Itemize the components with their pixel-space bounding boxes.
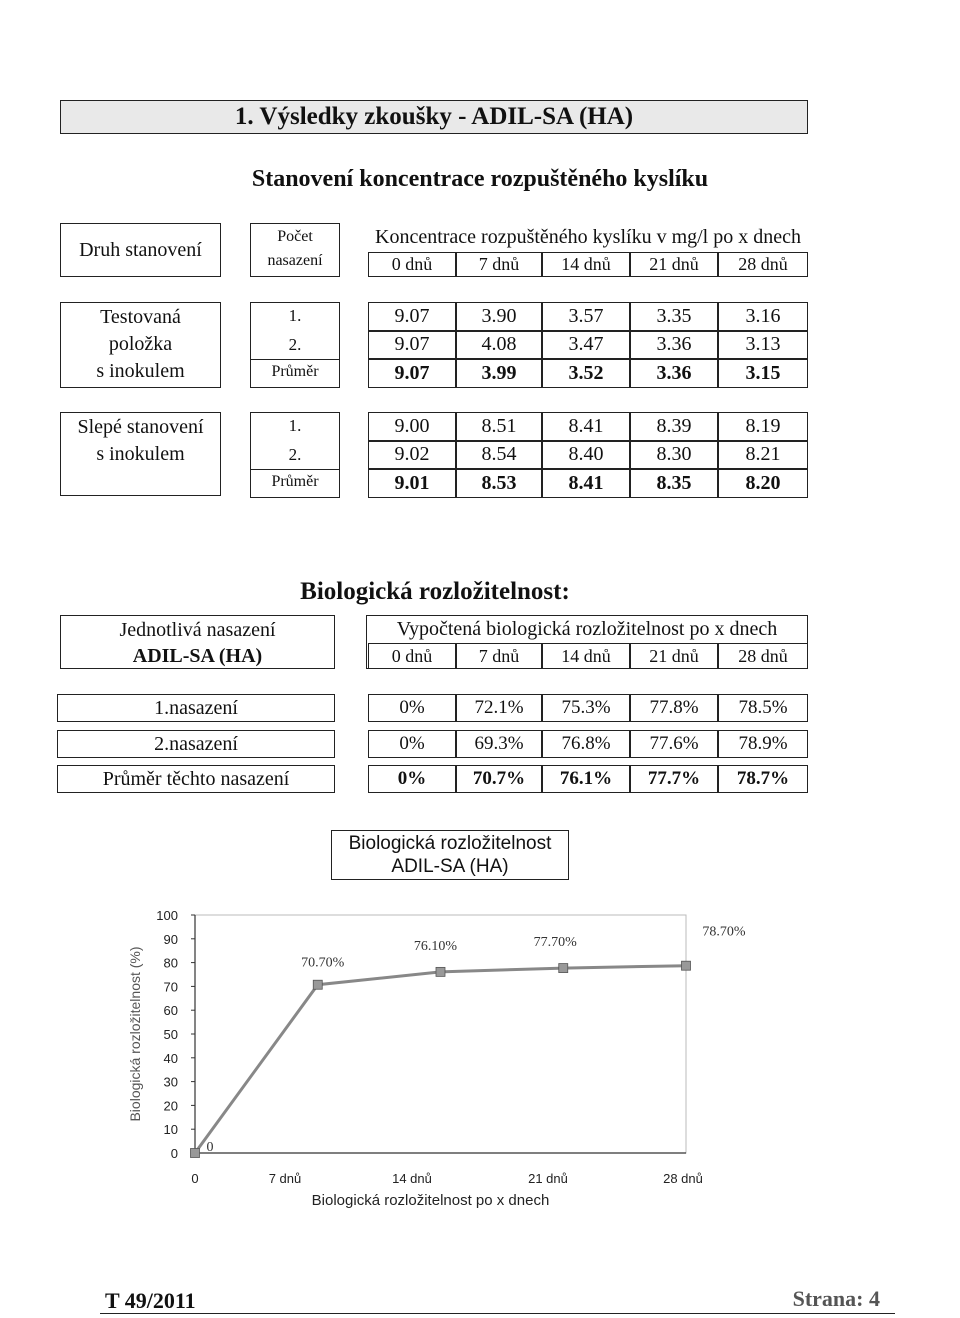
- oxygen-group-1-count: Průměr: [271, 473, 319, 490]
- chart-x-tick-label: 21 dnů: [528, 1171, 568, 1186]
- oxygen-value-cell: 3.47: [542, 331, 630, 360]
- oxygen-value-cell: 9.07: [368, 359, 456, 388]
- oxygen-day-0: 0 dnů: [368, 252, 456, 277]
- oxygen-value-cell: 8.39: [630, 412, 718, 441]
- bio-value-cell: 70.7%: [456, 765, 542, 793]
- bio-value-cell: 78.5%: [718, 694, 808, 722]
- bio-value-cell: 78.9%: [718, 730, 808, 758]
- oxygen-value-cell: 3.15: [718, 359, 808, 388]
- chart-data-label: 78.70%: [702, 924, 746, 940]
- chart-x-tick-label: 7 dnů: [268, 1171, 302, 1186]
- chart-data-point: [559, 964, 568, 973]
- bio-value-cell: 76.1%: [542, 765, 630, 793]
- chart-y-tick-label: 70: [163, 979, 178, 995]
- chart-title-box: [331, 830, 569, 880]
- oxygen-group-0-label-line: s inokulem: [96, 360, 185, 382]
- oxygen-value-cell: 3.13: [718, 331, 808, 360]
- oxygen-day-2: 14 dnů: [542, 252, 630, 277]
- bio-left-header-line2: ADIL-SA (HA): [132, 645, 263, 667]
- chart-y-tick-label: 80: [163, 955, 178, 971]
- chart-x-tick-label: 28 dnů: [663, 1171, 703, 1186]
- bio-section-title: Biologická rozložitelnost:: [300, 578, 570, 605]
- oxygen-value-cell: 8.40: [542, 441, 630, 470]
- oxygen-group-0-label-line: položka: [108, 333, 173, 355]
- chart-data-point: [191, 1149, 200, 1158]
- oxygen-value-cell: 9.07: [368, 302, 456, 331]
- oxygen-value-cell: 3.90: [456, 302, 542, 331]
- oxygen-value-cell: 3.36: [630, 359, 718, 388]
- oxygen-value-cell: 9.01: [368, 469, 456, 498]
- oxygen-group-1-label: [60, 412, 221, 496]
- footer-rule: [100, 1313, 895, 1314]
- chart-y-tick-label: 60: [163, 1003, 178, 1019]
- bio-value-cell: 72.1%: [456, 694, 542, 722]
- footer-page-number: Strana: 4: [792, 1286, 880, 1311]
- chart-data-label: 70.70%: [301, 955, 345, 971]
- oxygen-group-1-label-line: Slepé stanovení: [77, 416, 204, 438]
- chart-y-tick-label: 20: [163, 1098, 178, 1114]
- oxygen-value-cell: 8.19: [718, 412, 808, 441]
- bio-row-label: 2.nasazení: [57, 730, 335, 758]
- oxygen-value-cell: 8.30: [630, 441, 718, 470]
- oxygen-group-1-label-line: s inokulem: [96, 443, 185, 465]
- bio-day-0: 0 dnů: [368, 643, 456, 669]
- oxygen-day-3: 21 dnů: [630, 252, 718, 277]
- oxygen-value-cell: 3.35: [630, 302, 718, 331]
- bio-value-cell: 76.8%: [542, 730, 630, 758]
- oxygen-value-cell: 8.51: [456, 412, 542, 441]
- oxygen-value-cell: 8.53: [456, 469, 542, 498]
- header-pocet-nasazeni: [250, 223, 340, 277]
- bio-value-cell: 78.7%: [718, 765, 808, 793]
- oxygen-value-cell: 3.57: [542, 302, 630, 331]
- chart-series-line: [195, 966, 686, 1153]
- bio-left-header-line1: Jednotlivá nasazení: [119, 619, 276, 641]
- chart-data-point: [313, 980, 322, 989]
- chart-title-line2: ADIL-SA (HA): [391, 856, 509, 877]
- oxygen-group-0-count: 2.: [288, 334, 302, 354]
- chart-y-tick-label: 50: [163, 1027, 178, 1042]
- bio-row-label: Průměr těchto nasazení: [57, 765, 335, 793]
- oxygen-group-0-count: 1.: [288, 306, 302, 325]
- section-title: 1. Výsledky zkoušky - ADIL-SA (HA): [60, 100, 808, 134]
- header-concentration: Koncentrace rozpuštěného kyslíku v mg/l po x dnech: [375, 226, 801, 248]
- bio-value-cell: 69.3%: [456, 730, 542, 758]
- chart-data-label: 76.10%: [413, 938, 458, 954]
- oxygen-value-cell: 9.00: [368, 412, 456, 441]
- oxygen-group-0-label-line: Testovaná: [100, 306, 181, 328]
- chart-title-line1: Biologická rozložitelnost: [348, 833, 552, 854]
- chart-x-tick-label: 0: [191, 1171, 199, 1186]
- oxygen-group-1-count-frame: [250, 412, 340, 498]
- oxygen-value-cell: 8.20: [718, 469, 808, 498]
- oxygen-group-0-label: [60, 302, 221, 388]
- oxygen-value-cell: 8.35: [630, 469, 718, 498]
- bio-day-2: 14 dnů: [542, 643, 630, 669]
- oxygen-value-cell: 3.99: [456, 359, 542, 388]
- oxygen-section-title: Stanovení koncentrace rozpuštěného kyslíku: [251, 166, 709, 192]
- oxygen-value-cell: 9.07: [368, 331, 456, 360]
- oxygen-group-0-avg-divider: [250, 359, 340, 360]
- bio-right-header-text: Vypočtená biologická rozložitelnost po x dnech: [396, 618, 778, 640]
- chart-y-tick-label: 90: [163, 931, 178, 947]
- oxygen-value-cell: 8.41: [542, 412, 630, 441]
- oxygen-group-0-count-frame: [250, 302, 340, 388]
- oxygen-value-cell: 3.16: [718, 302, 808, 331]
- bio-value-cell: 0%: [368, 694, 456, 722]
- header-pocet-line2: nasazení: [267, 252, 323, 269]
- bio-value-cell: 77.6%: [630, 730, 718, 758]
- header-pocet-line1: Počet: [277, 228, 313, 245]
- oxygen-day-1: 7 dnů: [456, 252, 542, 277]
- bio-day-1: 7 dnů: [456, 643, 542, 669]
- oxygen-group-1-count: 2.: [288, 444, 302, 464]
- oxygen-value-cell: 3.36: [630, 331, 718, 360]
- chart-y-tick-label: 0: [170, 1146, 178, 1161]
- oxygen-group-1-avg-divider: [250, 469, 340, 470]
- oxygen-value-cell: 8.21: [718, 441, 808, 470]
- footer-document-number: T 49/2011: [105, 1288, 196, 1313]
- chart-data-point: [682, 961, 691, 970]
- chart-x-axis-label: Biologická rozložitelnost po x dnech: [311, 1192, 550, 1209]
- chart-x-tick-label: 14 dnů: [392, 1171, 432, 1186]
- header-druh-stanoveni: Druh stanovení: [60, 223, 221, 277]
- oxygen-group-0-count: Průměr: [271, 363, 319, 380]
- bio-day-3: 21 dnů: [630, 643, 718, 669]
- chart-data-label: 0: [206, 1140, 214, 1155]
- bio-value-cell: 0%: [368, 730, 456, 758]
- chart-y-tick-label: 30: [163, 1074, 178, 1090]
- oxygen-group-1-count: 1.: [288, 416, 302, 435]
- bio-row-label: 1.nasazení: [57, 694, 335, 722]
- oxygen-day-4: 28 dnů: [718, 252, 808, 277]
- chart-y-axis-label: Biologická rozložitelnost (%): [127, 946, 143, 1122]
- chart-y-tick-label: 10: [163, 1122, 178, 1138]
- oxygen-value-cell: 8.41: [542, 469, 630, 498]
- chart-data-point: [436, 967, 445, 976]
- bio-value-cell: 75.3%: [542, 694, 630, 722]
- chart-y-tick-label: 100: [156, 908, 178, 923]
- chart-y-tick-label: 40: [163, 1050, 178, 1066]
- bio-value-cell: 77.8%: [630, 694, 718, 722]
- oxygen-value-cell: 3.52: [542, 359, 630, 388]
- bio-value-cell: 77.7%: [630, 765, 718, 793]
- oxygen-value-cell: 9.02: [368, 441, 456, 470]
- bio-left-header: [60, 615, 335, 669]
- chart-data-label: 77.70%: [533, 935, 577, 951]
- oxygen-value-cell: 4.08: [456, 331, 542, 360]
- biodegradability-chart: [0, 900, 960, 1230]
- bio-day-4: 28 dnů: [718, 643, 808, 669]
- bio-value-cell: 0%: [368, 765, 456, 793]
- oxygen-value-cell: 8.54: [456, 441, 542, 470]
